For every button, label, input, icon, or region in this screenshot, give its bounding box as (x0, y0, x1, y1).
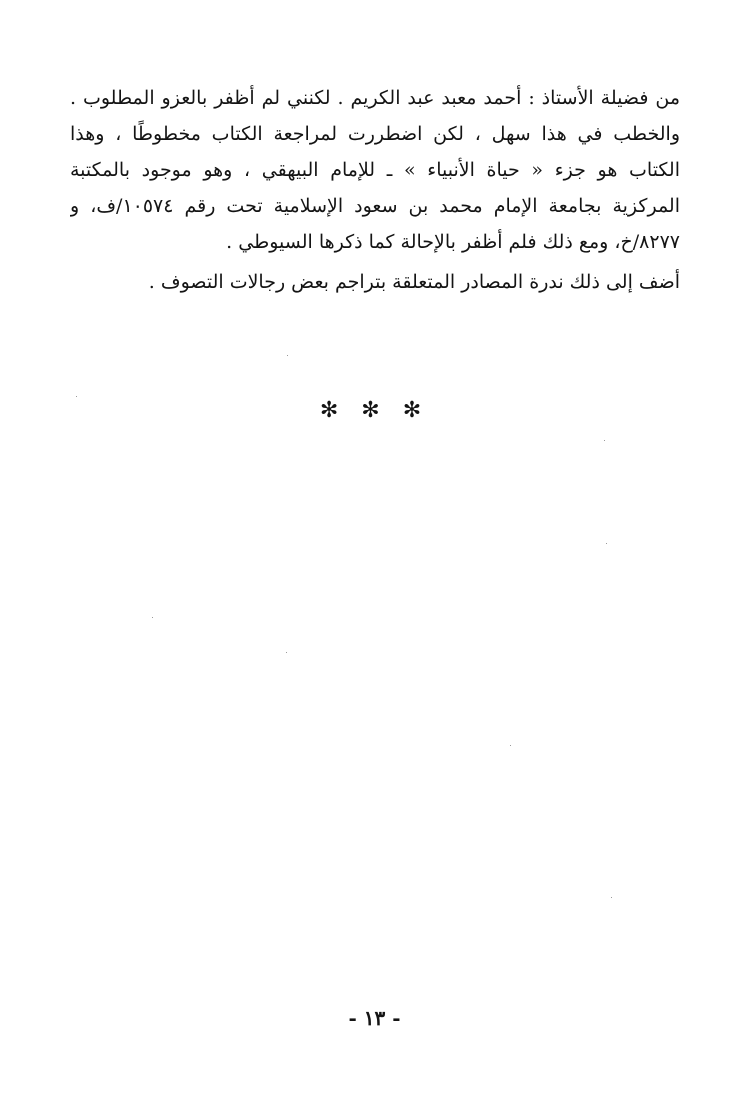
paragraph-2 (70, 264, 680, 300)
scan-speck (606, 543, 607, 544)
section-separator: ✻ ✻ ✻ (319, 398, 430, 423)
scan-speck (287, 355, 288, 356)
paragraph-1-line-5: ٨٢٧٧/خ، ومع ذلك فلم أظفر بالإحالة كما ذكرها السيوطي . (226, 231, 680, 253)
scan-speck (611, 897, 612, 898)
paragraph-2-line-1: أضف إلى ذلك ندرة المصادر المتعلقة بتراجم بعض رجالات التصوف . (148, 271, 680, 293)
body-text (70, 80, 680, 300)
scan-speck (604, 440, 605, 441)
scan-speck (510, 745, 511, 746)
paragraph-1-line-4: المركزية بجامعة الإمام محمد بن سعود الإسلامية تحت رقم ١٠٥٧٤/ف، و (70, 195, 680, 217)
paragraph-1-line-2: والخطب في هذا سهل ، لكن اضطررت لمراجعة الكتاب مخطوطًا ، وهذا (70, 123, 680, 145)
paragraph-1-line-1: من فضيلة الأستاذ : أحمد معبد عبد الكريم . لكنني لم أظفر بالعزو المطلوب . (70, 87, 680, 109)
scan-speck (286, 652, 287, 653)
paragraph-1-line-3: الكتاب هو جزء « حياة الأنبياء » ـ للإمام البيهقي ، وهو موجود بالمكتبة (70, 159, 680, 181)
scan-speck (152, 617, 153, 618)
paragraph-1 (70, 80, 680, 260)
scan-speck (76, 396, 77, 397)
page-number: - ١٣ - (348, 1006, 401, 1030)
